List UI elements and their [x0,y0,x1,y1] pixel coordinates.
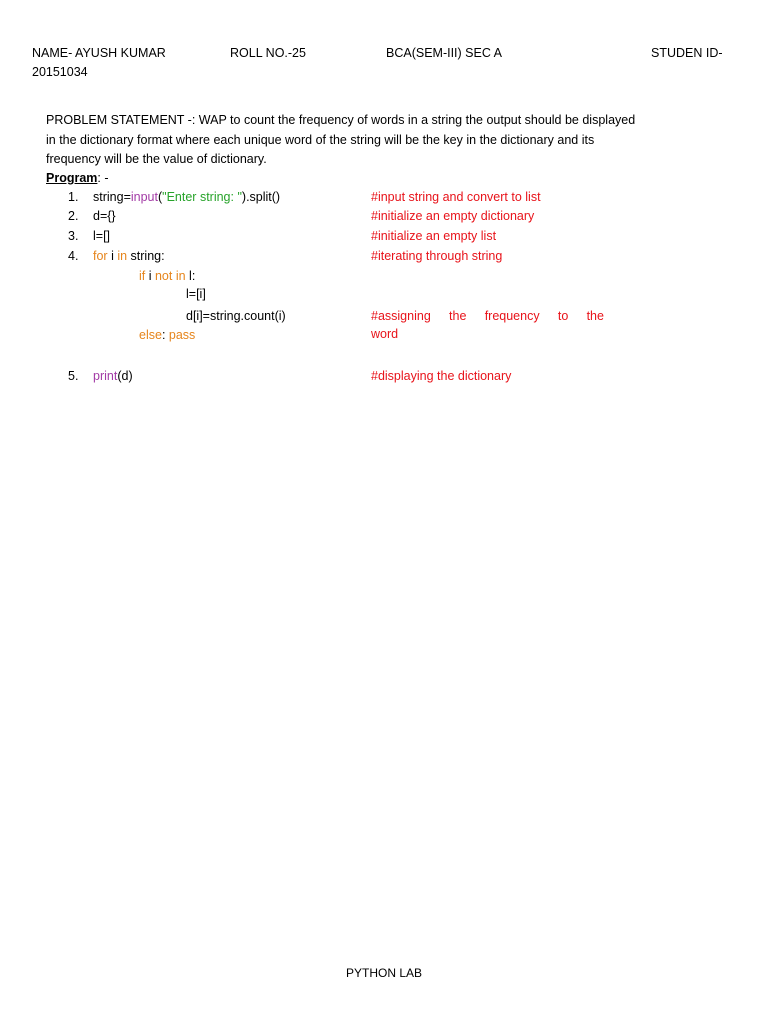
comment-word: to [557,309,569,323]
code-line-count: d[i]=string.count(i) [186,309,286,323]
code-line-3: l=[] [93,229,111,243]
code-text: string= [93,190,131,204]
comment-line-count [371,308,604,324]
string-literal: "Enter string: " [162,190,242,204]
comment-line-2: #initialize an empty dictionary [371,209,535,223]
code-text: ( [157,190,163,204]
problem-statement-line-2: in the dictionary format where each unique word of the string will be the key in the dictionary and its [46,133,595,147]
line-number-2: 2. [68,209,79,223]
code-text: string: [127,249,165,263]
builtin-print: print [93,369,118,383]
comment-word: frequency [484,309,540,323]
comment-line-3: #initialize an empty list [371,229,497,243]
line-number-3: 3. [68,229,79,243]
keyword-else: else [139,328,162,342]
comment-word: the [449,309,467,323]
line-number-4: 4. [68,249,79,263]
code-text: : [161,328,169,342]
keyword-if: if [139,269,146,283]
code-text: (d) [117,369,133,383]
code-line-1 [93,189,280,205]
course-section: BCA(SEM-III) SEC A [386,46,502,60]
code-line-2: d={} [93,209,116,223]
keyword-not-in: not in [154,269,186,283]
keyword-in: in [117,249,128,263]
code-line-if [139,268,195,284]
student-id-label: STUDEN ID- [651,46,723,60]
line-number-5: 5. [68,369,79,383]
code-text: ).split() [241,190,281,204]
comment-line-1: #input string and convert to list [371,190,541,204]
builtin-input: input [130,190,158,204]
page-footer: PYTHON LAB [345,966,423,980]
problem-statement-line-3: frequency will be the value of dictionary. [46,152,267,166]
code-line-else [139,327,195,343]
problem-statement-line-1: PROBLEM STATEMENT -: WAP to count the frequency of words in a string the output should be displayed [46,113,636,127]
code-text: i [107,249,118,263]
program-heading [46,170,109,186]
student-name: NAME- AYUSH KUMAR [32,46,166,60]
keyword-for: for [93,249,108,263]
line-number-1: 1. [68,190,79,204]
roll-number: ROLL NO.-25 [230,46,306,60]
comment-line-print: #displaying the dictionary [371,369,512,383]
comment-word: the [586,309,604,323]
code-text: i [145,269,155,283]
comment-word: #assigning [371,309,431,323]
comment-line-count-tail: word [371,327,399,341]
program-label: Program [46,171,98,185]
code-line-print [93,368,133,384]
comment-line-4: #iterating through string [371,249,503,263]
program-suffix: : - [97,171,109,185]
student-id-value: 20151034 [32,65,88,79]
code-text: l: [185,269,196,283]
keyword-pass: pass [168,328,196,342]
code-line-4 [93,248,165,264]
code-line-append: l=[i] [186,287,206,301]
